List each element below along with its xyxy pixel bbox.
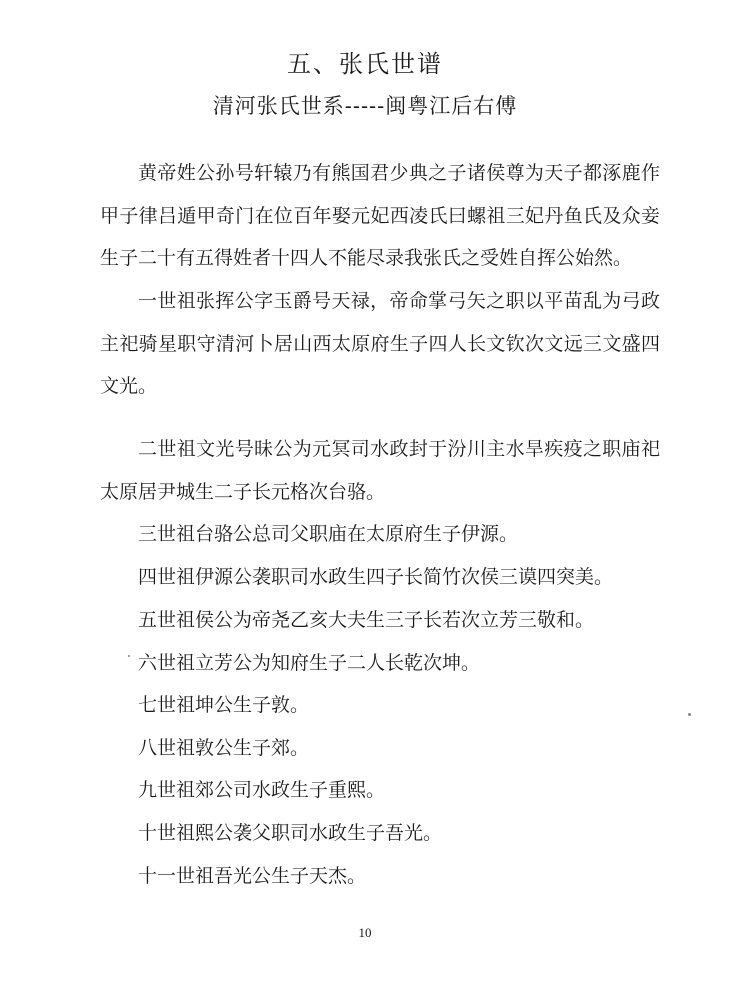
paragraph-7: 六世祖立芳公为知府生子二人长乾次坤。 (138, 652, 481, 674)
paragraph-2: 一世祖张挥公字玉爵号天禄，帝命掌弓矢之职以平苗乱为弓政主祀骑星职守清河卜居山西太原府生子四人长文钦次文远三文盛四文光。 (100, 290, 660, 397)
paragraph-6: 五世祖侯公为帝尧乙亥大夫生三子长若次立芳三敬和。 (138, 609, 595, 631)
scan-speck (688, 713, 691, 716)
paragraph-9: 八世祖敦公生子郊。 (138, 737, 310, 759)
paragraph-8: 七世祖坤公生子敦。 (138, 694, 310, 716)
paragraph-5: 四世祖伊源公袭职司水政生四子长简竹次侯三谟四突美。 (138, 566, 614, 588)
paragraph-1: 黄帝姓公孙号轩辕乃有熊国君少典之子诸侯尊为天子都涿鹿作甲子律吕遁甲奇门在位百年娶元妃西凌氏曰螺祖三妃丹鱼氏及众妾生子二十有五得姓者十四人不能尽录我张氏之受姓自挥公始然。 (100, 162, 660, 269)
page-number: 10 (358, 925, 372, 940)
paragraph-12: 十一世祖吾光公生子天杰。 (138, 865, 367, 887)
paragraph-10: 九世祖郊公司水政生子重熙。 (138, 779, 386, 801)
paragraph-4: 三世祖台骆公总司父职庙在太原府生子伊源。 (138, 523, 519, 545)
paragraph-3: 二世祖文光号昧公为元冥司水政封于汾川主水旱疾疫之职庙祀太原居尹城生二子长元格次台骆。 (100, 438, 660, 503)
page-subtitle: 清河张氏世系-----闽粤江后右傅 (212, 94, 518, 118)
paragraph-11: 十世祖熙公袭父职司水政生子吾光。 (138, 822, 443, 844)
page-title: 五、张氏世谱 (287, 50, 443, 78)
scan-speck (128, 655, 130, 657)
